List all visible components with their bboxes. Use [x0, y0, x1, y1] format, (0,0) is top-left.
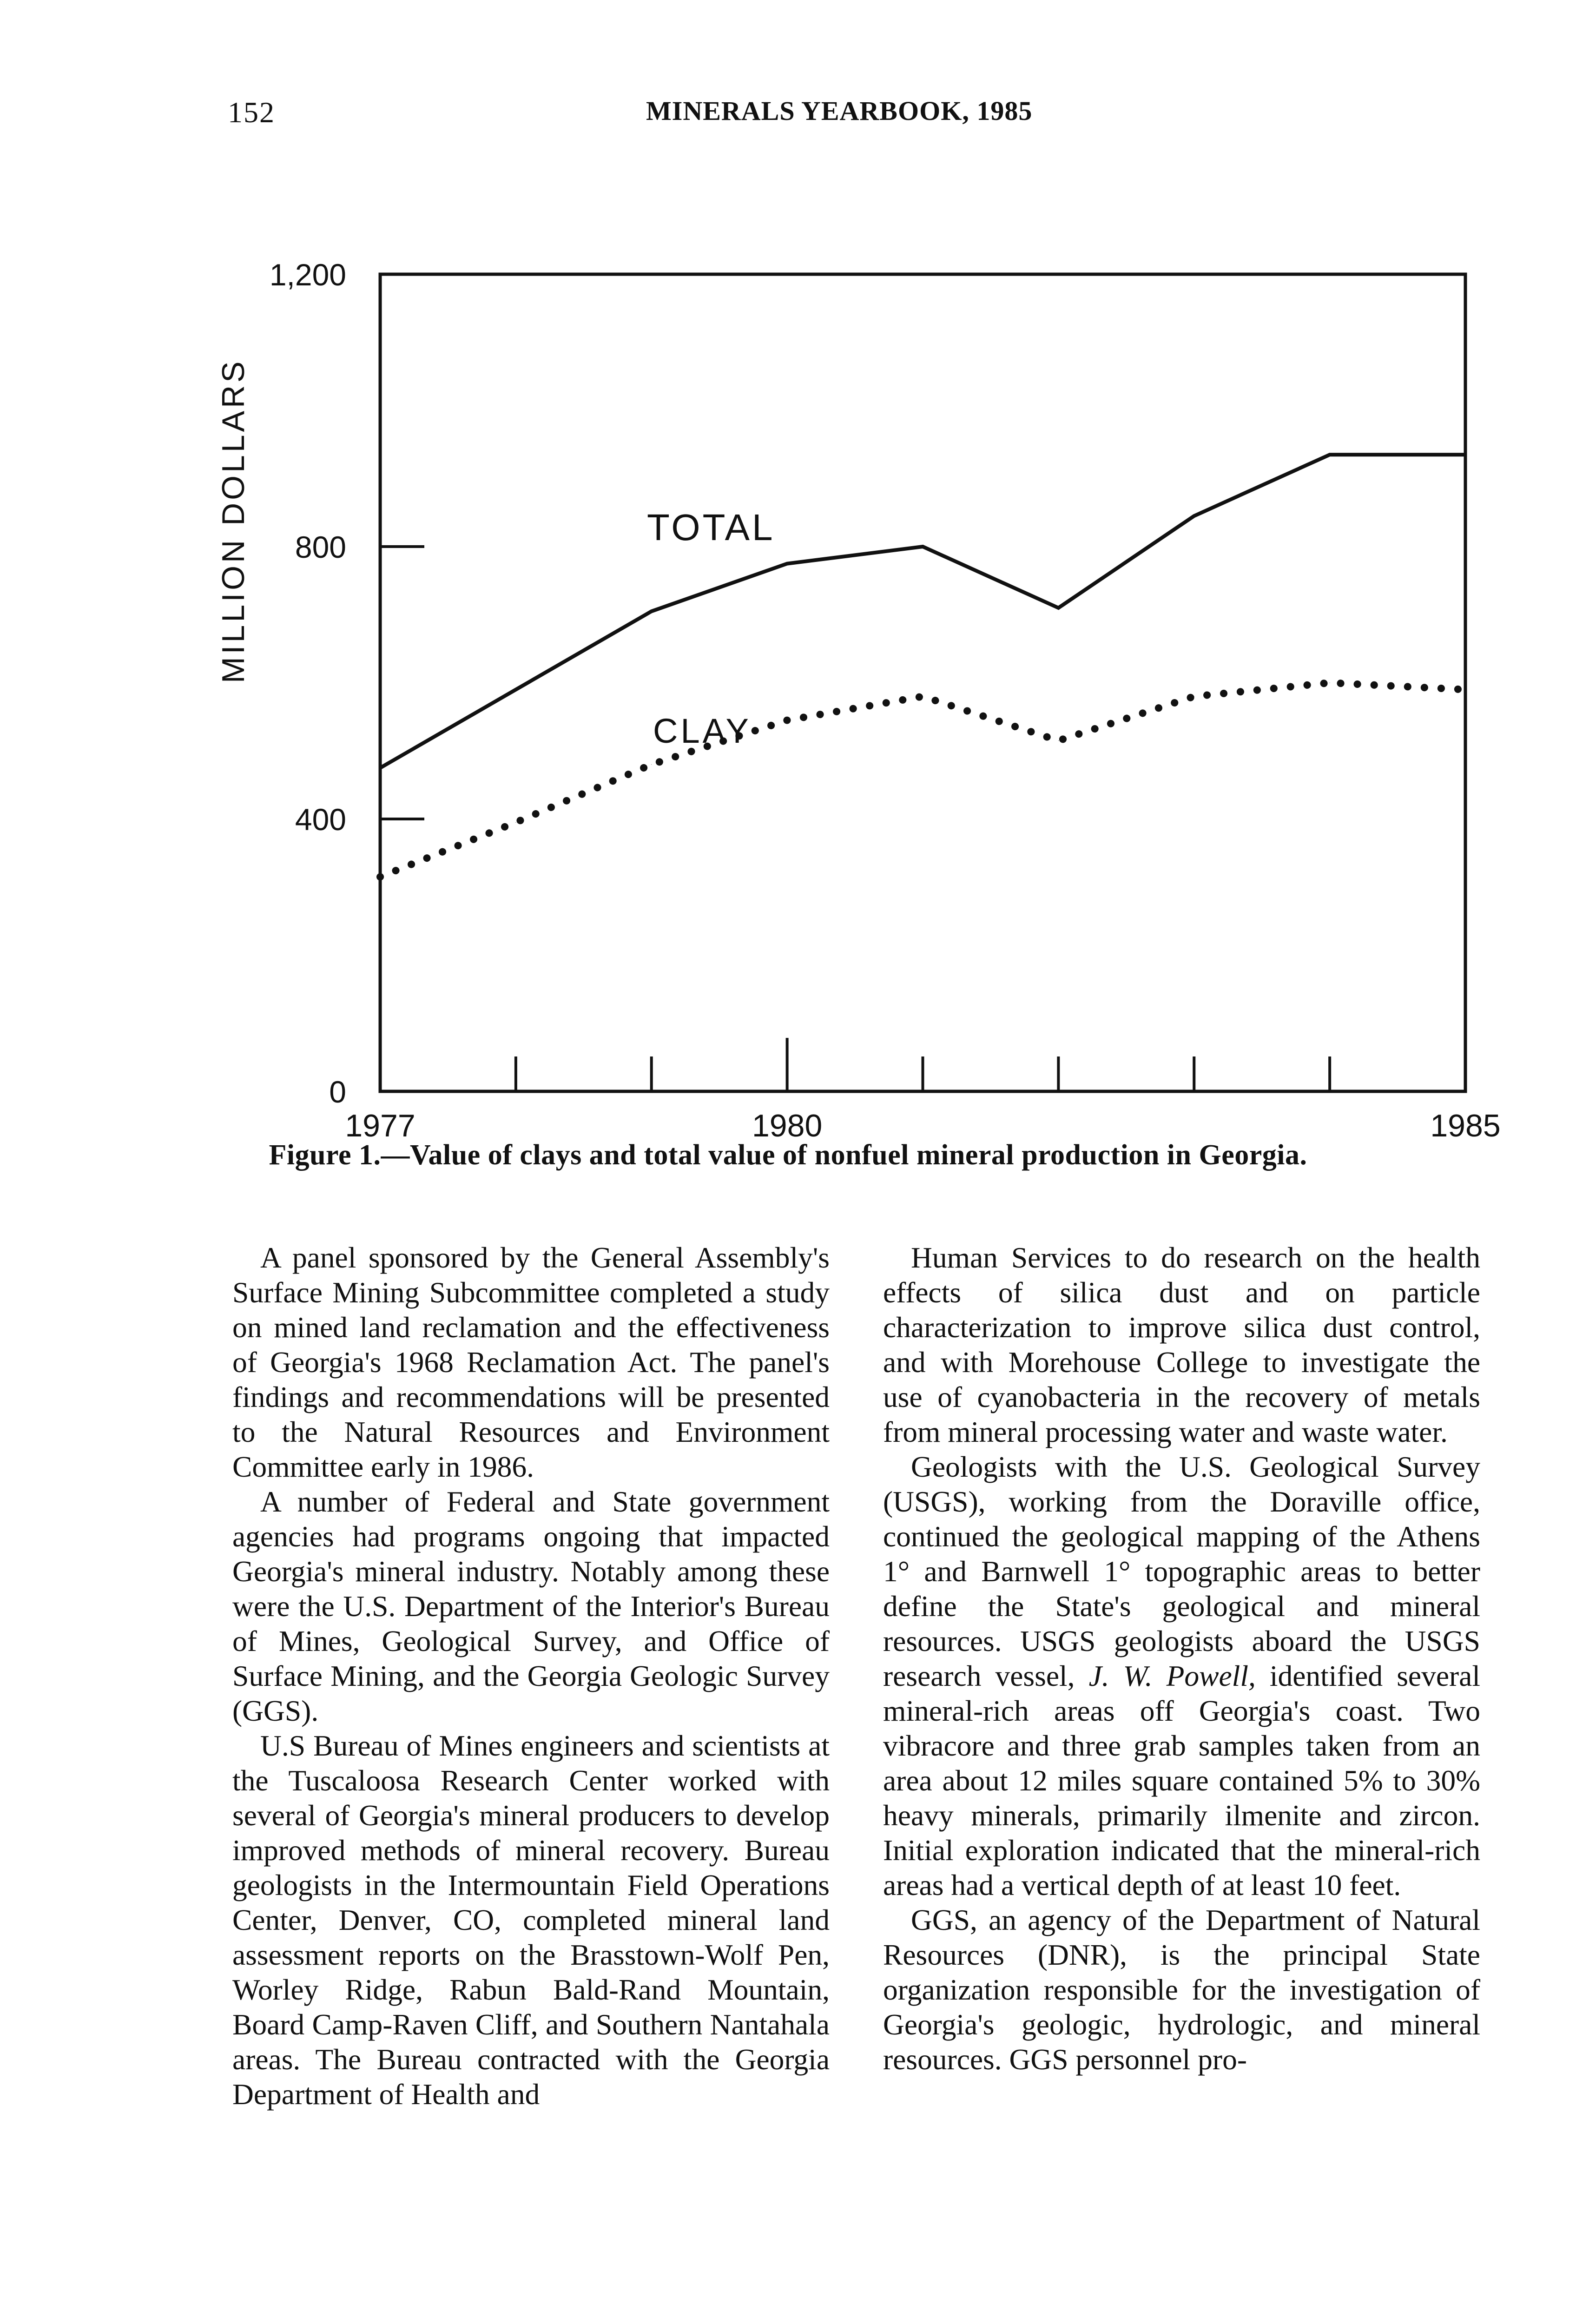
text-column-left	[232, 1240, 830, 2112]
data-point-clay	[1058, 740, 1059, 741]
data-point-total	[651, 611, 652, 612]
paragraph	[883, 1449, 1480, 1902]
text-run: Geologists with the U.S. Geological Survey (USGS), working from the Doraville office, continued the geological mapping of the Athens 1° and Barnwell 1° topographic areas to better define the State's geological and mineral resources. USGS geologists aboard the USGS research vessel,	[883, 1450, 1480, 1692]
y-tick-label: 800	[295, 530, 346, 564]
data-point-clay	[515, 822, 516, 823]
paragraph: GGS, an agency of the Department of Natural Resources (DNR), is the principal State organization responsible for the investigation of Georgia's geologic, hydrologic, and mineral resources. GGS personnel pro-	[883, 1903, 1480, 2076]
page-number: 152	[228, 96, 275, 129]
series-layer	[380, 455, 1466, 877]
y-tick-label: 0	[329, 1075, 346, 1109]
text-run: identified several mineral-rich areas off Georgia's coast. Two vibracore and three grab samples taken from an area about 12 miles square contained 5% to 30% heavy minerals, primarily ilmenite and zircon. Initial exploration indicated that the mineral-rich areas had a vertical depth of at least 10 feet.	[883, 1659, 1480, 1901]
running-title: MINERALS YEARBOOK, 1985	[646, 96, 1033, 126]
y-axis-title: MILLION DOLLARS	[216, 358, 251, 683]
data-point-total	[1058, 607, 1059, 608]
series-label-total: TOTAL	[647, 507, 775, 548]
y-tick-label: 1,200	[269, 257, 346, 292]
x-tick-label: 1985	[1430, 1108, 1501, 1143]
paragraph: U.S Bureau of Mines engineers and scientists at the Tuscaloosa Research Center worked with several of Georgia's mineral producers to develop improved methods of mineral recovery. Bureau geologists in the Intermountain Field Operations Center, Denver, CO, completed mineral land assessment reports on the Brasstown-Wolf Pen, Worley Ridge, Rabun Bald-Rand Mountain, Board Camp-Raven Cliff, and Southern Nantahala areas. The Bureau contracted with the Georgia Department of Health and	[232, 1729, 830, 2111]
y-tick-label: 400	[295, 802, 346, 837]
plot-frame	[380, 274, 1465, 1091]
figure-caption: Figure 1.—Value of clays and total value of nonfuel mineral production in Georgia.	[269, 1139, 1307, 1171]
y-axis	[270, 257, 424, 1109]
paragraph: A number of Federal and State government agencies had programs ongoing that impacted Georgia's mineral industry. Notably among these were the U.S. Department of the Interior's Bureau of Mines, Geological Survey, and Office of Surface Mining, and the Georgia Geologic Survey (GGS).	[232, 1485, 830, 1727]
series-label-clay: CLAY	[653, 712, 752, 750]
paragraph: A panel sponsored by the General Assembly's Surface Mining Subcommittee completed a study on mined land reclamation and the effectiveness of Georgia's 1968 Reclamation Act. The panel's findings and recommendations will be presented to the Natural Resources and Environment Committee early in 1986.	[232, 1241, 830, 1483]
series-line-total	[380, 455, 1465, 768]
data-point-clay	[1465, 689, 1466, 690]
vessel-name: J. W. Powell,	[1088, 1659, 1256, 1692]
text-column-right	[883, 1240, 1480, 2077]
data-point-total	[515, 689, 516, 690]
series-line-clay	[380, 683, 1465, 877]
paragraph: Human Services to do research on the health effects of silica dust and on particle characterization to improve silica dust control, and with Morehouse College to investigate the use of cyanobacteria in the recovery of metals from mineral processing water and waste water.	[883, 1241, 1480, 1448]
x-tick-label: 1977	[345, 1108, 415, 1143]
x-tick-label: 1980	[752, 1108, 823, 1143]
data-point-clay	[651, 764, 652, 765]
